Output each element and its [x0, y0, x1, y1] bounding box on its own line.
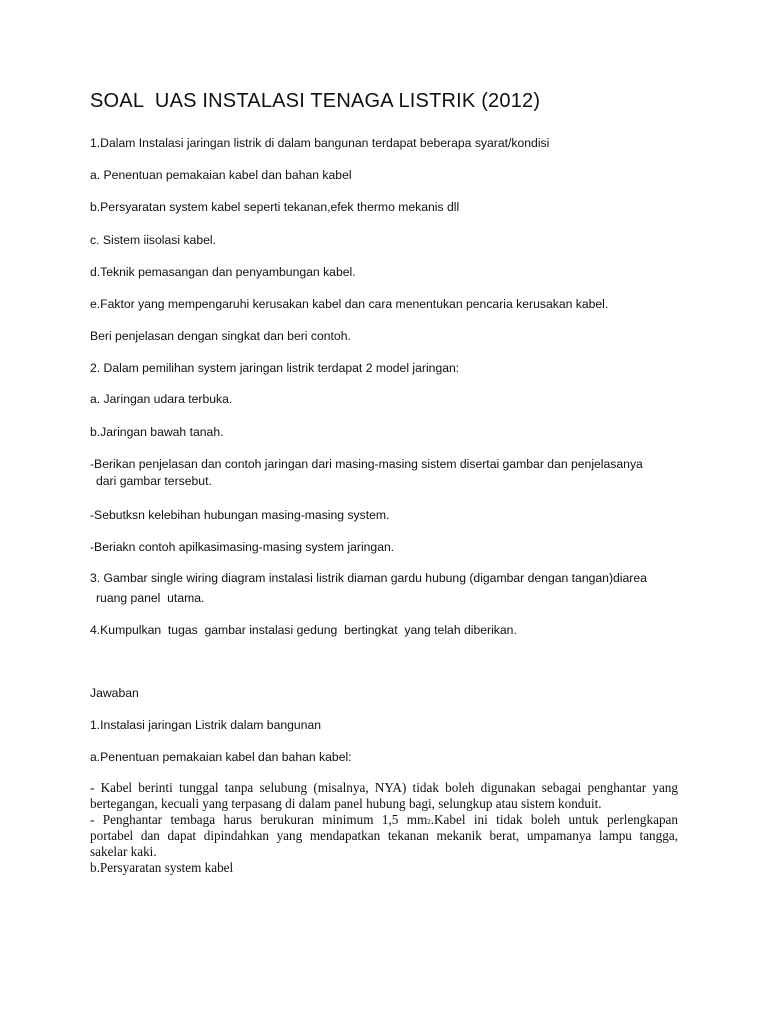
question-4: 4.Kumpulkan tugas gambar instalasi gedung bertingkat yang telah diberikan. — [90, 623, 517, 637]
question-1a: a. Penentuan pemakaian kabel dan bahan kabel — [90, 168, 352, 182]
answer-b-heading: b.Persyaratan system kabel — [90, 860, 234, 875]
question-1b: b.Persyaratan system kabel seperti tekanan,efek thermo mekanis dll — [90, 200, 460, 214]
question-2-task-3: -Beriakn contoh apilkasimasing-masing system jaringan. — [90, 540, 395, 554]
answer-paragraph-2-text-before: - Penghantar tembaga harus berukuran minimum 1,5 mm — [90, 812, 428, 827]
answer-1: 1.Instalasi jaringan Listrik dalam bangunan — [90, 718, 322, 732]
answer-paragraph-1-line-2: bertegangan, kecuali yang terpasang di dalam panel hubung bagi, selungkup atau sistem konduit. — [90, 796, 602, 811]
question-1: 1.Dalam Instalasi jaringan listrik di dalam bangunan terdapat beberapa syarat/kondisi — [90, 136, 550, 150]
superscript-2: 2 — [427, 818, 431, 826]
question-1e: e.Faktor yang mempengaruhi kerusakan kabel dan cara menentukan pencaria kerusakan kabel. — [90, 297, 609, 311]
question-2-task-1-continued: dari gambar tersebut. — [96, 474, 212, 488]
answer-paragraph-1-line-1: - Kabel berinti tunggal tanpa selubung (misalnya, NYA) tidak boleh digunakan sebagai penghantar yang — [90, 780, 678, 795]
question-3: 3. Gambar single wiring diagram instalasi listrik diaman gardu hubung (digambar dengan tangan)diarea — [90, 571, 647, 585]
question-2-task-1: -Berikan penjelasan dan contoh jaringan dari masing-masing sistem disertai gambar dan penjelasanya — [90, 457, 643, 471]
answers-heading: Jawaban — [90, 686, 139, 700]
question-1d: d.Teknik pemasangan dan penyambungan kabel. — [90, 265, 356, 279]
page-title: SOAL UAS INSTALASI TENAGA LISTRIK (2012) — [90, 90, 541, 112]
question-1c: c. Sistem iisolasi kabel. — [90, 233, 216, 247]
answer-paragraph-2-line-3: sakelar kaki. — [90, 844, 157, 859]
question-2b: b.Jaringan bawah tanah. — [90, 425, 224, 439]
answer-paragraph-2-line-2: portabel dan dapat dipindahkan yang mendapatkan tekanan mekanik berat, umpamanya lampu tangga, — [90, 828, 678, 843]
question-2-task-2: -Sebutksn kelebihan hubungan masing-masing system. — [90, 508, 390, 522]
question-2: 2. Dalam pemilihan system jaringan listrik terdapat 2 model jaringan: — [90, 361, 460, 375]
answer-1a: a.Penentuan pemakaian kabel dan bahan kabel: — [90, 750, 352, 764]
question-2a: a. Jaringan udara terbuka. — [90, 392, 233, 406]
question-1-instruction: Beri penjelasan dengan singkat dan beri contoh. — [90, 329, 351, 343]
question-3-continued: ruang panel utama. — [96, 591, 205, 605]
answer-paragraph-2-text-after: .Kabel ini tidak boleh untuk perlengkapan — [430, 812, 678, 827]
